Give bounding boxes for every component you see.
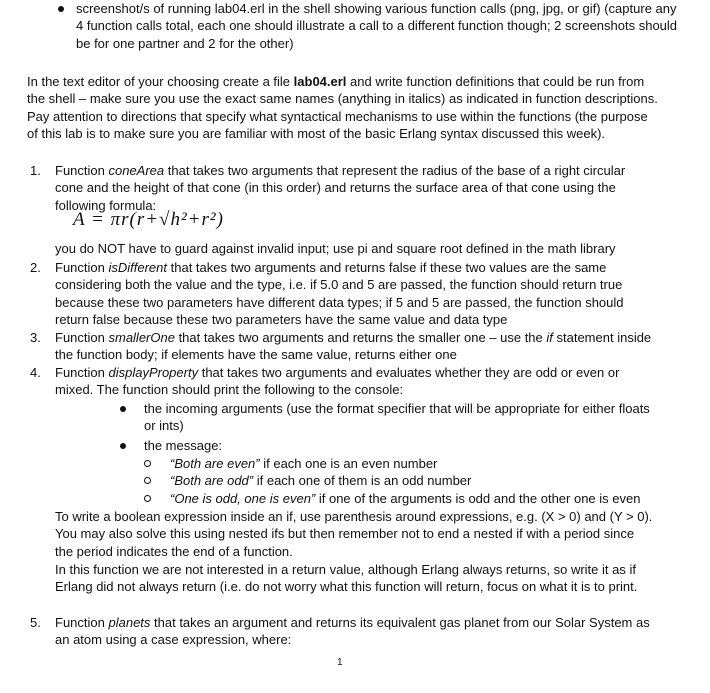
cone-area-formula <box>73 211 224 228</box>
message-text: if each one of them is an odd number <box>253 473 472 488</box>
item-display-property <box>30 364 656 399</box>
top-bullet <box>58 0 678 52</box>
circle-bullet-icon <box>144 477 151 484</box>
intro-filename: lab04.erl <box>293 74 347 89</box>
item-number: 3. <box>30 330 41 345</box>
return-value-paragraph: In this function we are not interested in a return value, although Erlang always returns, so write it as if Erlang did not always return (i.e. do not worry what this function will return, focus on what it is to print. <box>55 562 638 595</box>
page-number: 1 <box>337 657 343 668</box>
item-text-rest: that takes two arguments that represent the radius of the base of a right circular cone and the height of that cone (in this order) and returns the surface area of that cone using the following formula: <box>55 163 626 213</box>
circle-bullet-icon <box>144 495 151 502</box>
sub-bullet-arguments <box>120 400 660 435</box>
circle-bullet-icon <box>144 460 151 467</box>
item-text: Function <box>55 615 109 630</box>
message-quote: “Both are even” <box>170 456 260 471</box>
item-text-rest: statement inside the function body; if elements have the same value, returns either one <box>55 330 652 363</box>
item-text-rest: that takes an argument and returns its equivalent gas planet from our Solar System as an atom using a case expression, where: <box>55 615 650 648</box>
message-both-even <box>144 455 664 472</box>
message-mixed <box>144 490 664 507</box>
message-text: if each one is an even number <box>259 456 438 471</box>
if-keyword: if <box>546 330 553 345</box>
item-cone-area <box>30 162 656 214</box>
intro-paragraph <box>27 73 659 143</box>
bullet-dot <box>58 6 64 12</box>
item-cone-note <box>30 240 656 257</box>
bullet-dot <box>120 406 126 412</box>
bullet-dot <box>120 443 126 449</box>
cone-note: you do NOT have to guard against invalid input; use pi and square root defined in the math library <box>55 241 616 256</box>
function-name: isDifferent <box>108 260 168 275</box>
item-text-rest: that takes two arguments and returns false if these two values are the same considering both the value and the type, i.e. if 5.0 and 5 are passed, the function should return true because these two parameters have different data types; if 5 and 5 are passed, the function should return false because these two parameters have the same value and data type <box>55 260 624 328</box>
item-number: 1. <box>30 163 41 178</box>
boolean-expression-paragraph: To write a boolean expression inside an if, use parenthesis around expressions, e.g. (X > 0) and (Y > 0). You may also solve this using nested ifs but then remember not to end a nested if with a period since the period indicates the end of a function. <box>55 509 653 559</box>
function-name: planets <box>108 615 151 630</box>
intro-text: In the text editor of your choosing create a file <box>27 74 294 89</box>
message-quote: “Both are odd” <box>170 473 254 488</box>
message-both-odd <box>144 472 664 489</box>
item-text: Function <box>55 330 109 345</box>
item-smaller-one <box>30 329 656 364</box>
top-bullet-text: screenshot/s of running lab04.erl in the shell showing various function calls (png, jpg, or gif) (capture any 4 function calls total, each one should illustrate a call to a different function though; 2 screenshots should be for one partner and 2 for the other) <box>76 1 678 51</box>
sub-bullet-text: the message: <box>144 438 223 453</box>
intro-text-rest: and write function definitions that could be run from the shell – make sure you use the exact same names (anything in italics) as indicated in function descriptions. Pay attention to directions that specify what syntactical mechanisms to use within the functions (the purpose of this lab is to make sure you are familiar with most of the basic Erlang syntax discussed this week). <box>27 74 658 142</box>
item-text-mid: that takes two arguments and returns the smaller one – use the <box>174 330 547 345</box>
item-planets <box>30 614 656 649</box>
function-name: displayProperty <box>108 365 199 380</box>
item-text: Function <box>55 260 109 275</box>
formula-lhs: A <box>73 209 86 230</box>
sub-bullet-message <box>120 437 660 454</box>
item-text: Function <box>55 163 109 178</box>
formula-rhs: = πr(r+√h²+r²) <box>91 209 224 230</box>
item-number: 4. <box>30 365 41 380</box>
sub-bullet-text: the incoming arguments (use the format specifier that will be appropriate for either floats or ints) <box>144 401 650 434</box>
function-name: smallerOne <box>108 330 175 345</box>
item-text: Function <box>55 365 109 380</box>
item-is-different <box>30 259 656 329</box>
item-text-rest: that takes two arguments and evaluates whether they are odd or even or mixed. The function should print the following to the console: <box>55 365 620 398</box>
item-number: 2. <box>30 260 41 275</box>
message-quote: “One is odd, one is even” <box>170 491 316 506</box>
item-number: 5. <box>30 615 41 630</box>
message-text: if one of the arguments is odd and the other one is even <box>315 491 641 506</box>
function-name: coneArea <box>108 163 165 178</box>
